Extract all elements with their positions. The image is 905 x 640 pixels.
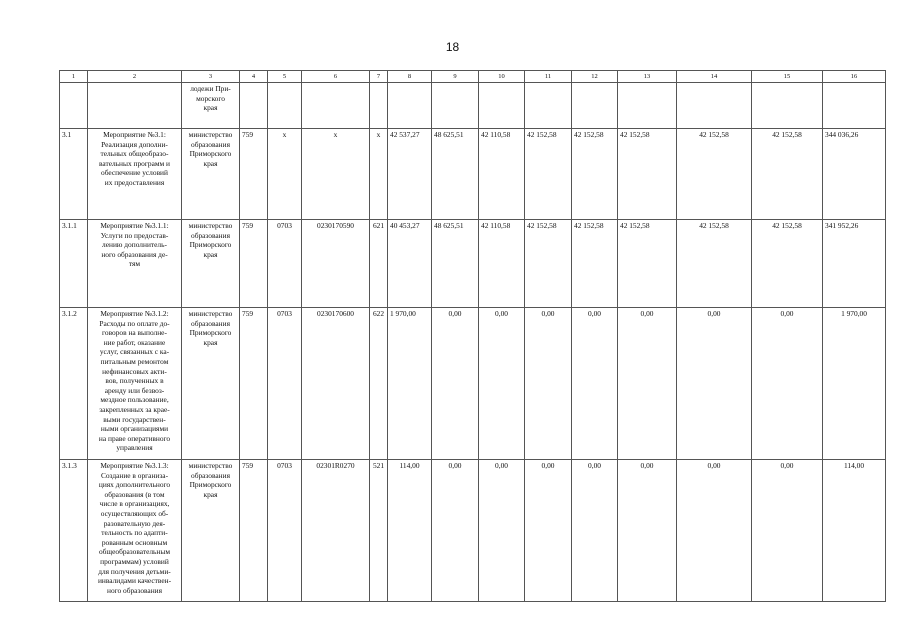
column-number-row xyxy=(60,71,886,83)
amount-cell: 42 152,58 xyxy=(572,220,618,308)
section-code: 0703 xyxy=(268,220,302,308)
amount-cell: 0,00 xyxy=(618,308,677,460)
column-number: 7 xyxy=(370,71,388,83)
amount-cell: 42 152,58 xyxy=(618,129,677,220)
item-number: 3.1 xyxy=(60,129,88,220)
expense-type: 621 xyxy=(370,220,388,308)
activity-name: Мероприятие №3.1: Реализация дополни- тельных общеобразо- вательных программ и обеспечение условий их предоставления xyxy=(88,129,182,220)
responsible-cell: министерство образования Приморского края xyxy=(182,308,240,460)
amount-cell: 0,00 xyxy=(525,460,572,602)
amount-cell: 0,00 xyxy=(677,308,752,460)
amount-cell: 114,00 xyxy=(388,460,432,602)
item-number: 3.1.1 xyxy=(60,220,88,308)
amount-cell: 0,00 xyxy=(525,308,572,460)
amount-cell: 40 453,27 xyxy=(388,220,432,308)
amount-cell: 0,00 xyxy=(677,460,752,602)
section-code: x xyxy=(268,129,302,220)
expense-type: x xyxy=(370,129,388,220)
column-number: 5 xyxy=(268,71,302,83)
amount-cell: 0,00 xyxy=(752,460,823,602)
amount-cell: 48 625,51 xyxy=(432,129,479,220)
amount-cell: 42 537,27 xyxy=(388,129,432,220)
amount-cell: 42 110,58 xyxy=(479,129,525,220)
column-number: 14 xyxy=(677,71,752,83)
target-code: 0230170590 xyxy=(302,220,370,308)
amount-cell: 0,00 xyxy=(432,460,479,602)
item-number: 3.1.3 xyxy=(60,460,88,602)
column-number: 16 xyxy=(823,71,886,83)
responsible-cell: министерство образования Приморского края xyxy=(182,460,240,602)
amount-cell: 42 152,58 xyxy=(525,220,572,308)
total-cell: 1 970,00 xyxy=(823,308,886,460)
activity-name: Мероприятие №3.1.3: Создание в организа- циях дополнительного образования (в том числе в организациях, осуществляющих об- разовательную дея- тельность по адапти- рованным основным общеобразовательным программам) условий для получения детьми- инвалидами качествен- ного образования xyxy=(88,460,182,602)
column-number: 13 xyxy=(618,71,677,83)
amount-cell: 42 152,58 xyxy=(677,220,752,308)
table-row xyxy=(60,220,886,308)
amount-cell: 48 625,51 xyxy=(432,220,479,308)
amount-cell: 0,00 xyxy=(479,308,525,460)
total-cell: 341 952,26 xyxy=(823,220,886,308)
column-number: 15 xyxy=(752,71,823,83)
table-row xyxy=(60,460,886,602)
responsible-cell: лодежи При- морского края xyxy=(182,83,240,129)
amount-cell: 42 152,58 xyxy=(525,129,572,220)
ministry-code: 759 xyxy=(240,129,268,220)
amount-cell: 0,00 xyxy=(572,308,618,460)
section-code: 0703 xyxy=(268,308,302,460)
ministry-code: 759 xyxy=(240,460,268,602)
amount-cell: 42 152,58 xyxy=(752,220,823,308)
column-number: 9 xyxy=(432,71,479,83)
continuation-row xyxy=(60,83,886,129)
amount-cell: 42 110,58 xyxy=(479,220,525,308)
ministry-code: 759 xyxy=(240,308,268,460)
amount-cell: 42 152,58 xyxy=(618,220,677,308)
amount-cell: 1 970,00 xyxy=(388,308,432,460)
column-number: 12 xyxy=(572,71,618,83)
table-row xyxy=(60,308,886,460)
activity-name: Мероприятие №3.1.2: Расходы по оплате до- говоров на выполне- ние работ, оказание услуг, связанных с ка- питальным ремонтом нефинансовых акти- вов, полученных в аренду или безвоз- мездное пользование, закрепленных за крае- выми государствен- ными организациями на праве оперативного управления xyxy=(88,308,182,460)
total-cell: 344 036,26 xyxy=(823,129,886,220)
column-number: 1 xyxy=(60,71,88,83)
amount-cell: 42 152,58 xyxy=(752,129,823,220)
activity-name: Мероприятие №3.1.1: Услуги по предостав- лению дополнитель- ного образования де- тям xyxy=(88,220,182,308)
amount-cell: 42 152,58 xyxy=(572,129,618,220)
page-number: 18 xyxy=(445,40,460,54)
column-number: 4 xyxy=(240,71,268,83)
amount-cell: 0,00 xyxy=(479,460,525,602)
total-cell: 114,00 xyxy=(823,460,886,602)
table-row xyxy=(60,129,886,220)
column-number: 2 xyxy=(88,71,182,83)
ministry-code: 759 xyxy=(240,220,268,308)
target-code: 02301R0270 xyxy=(302,460,370,602)
expense-type: 622 xyxy=(370,308,388,460)
target-code: 0230170600 xyxy=(302,308,370,460)
budget-table xyxy=(59,70,886,602)
responsible-cell: министерство образования Приморского края xyxy=(182,129,240,220)
target-code: x xyxy=(302,129,370,220)
column-number: 10 xyxy=(479,71,525,83)
amount-cell: 0,00 xyxy=(572,460,618,602)
item-number: 3.1.2 xyxy=(60,308,88,460)
amount-cell: 0,00 xyxy=(618,460,677,602)
responsible-cell: министерство образования Приморского края xyxy=(182,220,240,308)
column-number: 8 xyxy=(388,71,432,83)
column-number: 11 xyxy=(525,71,572,83)
column-number: 3 xyxy=(182,71,240,83)
expense-type: 521 xyxy=(370,460,388,602)
amount-cell: 42 152,58 xyxy=(677,129,752,220)
column-number: 6 xyxy=(302,71,370,83)
section-code: 0703 xyxy=(268,460,302,602)
amount-cell: 0,00 xyxy=(432,308,479,460)
amount-cell: 0,00 xyxy=(752,308,823,460)
